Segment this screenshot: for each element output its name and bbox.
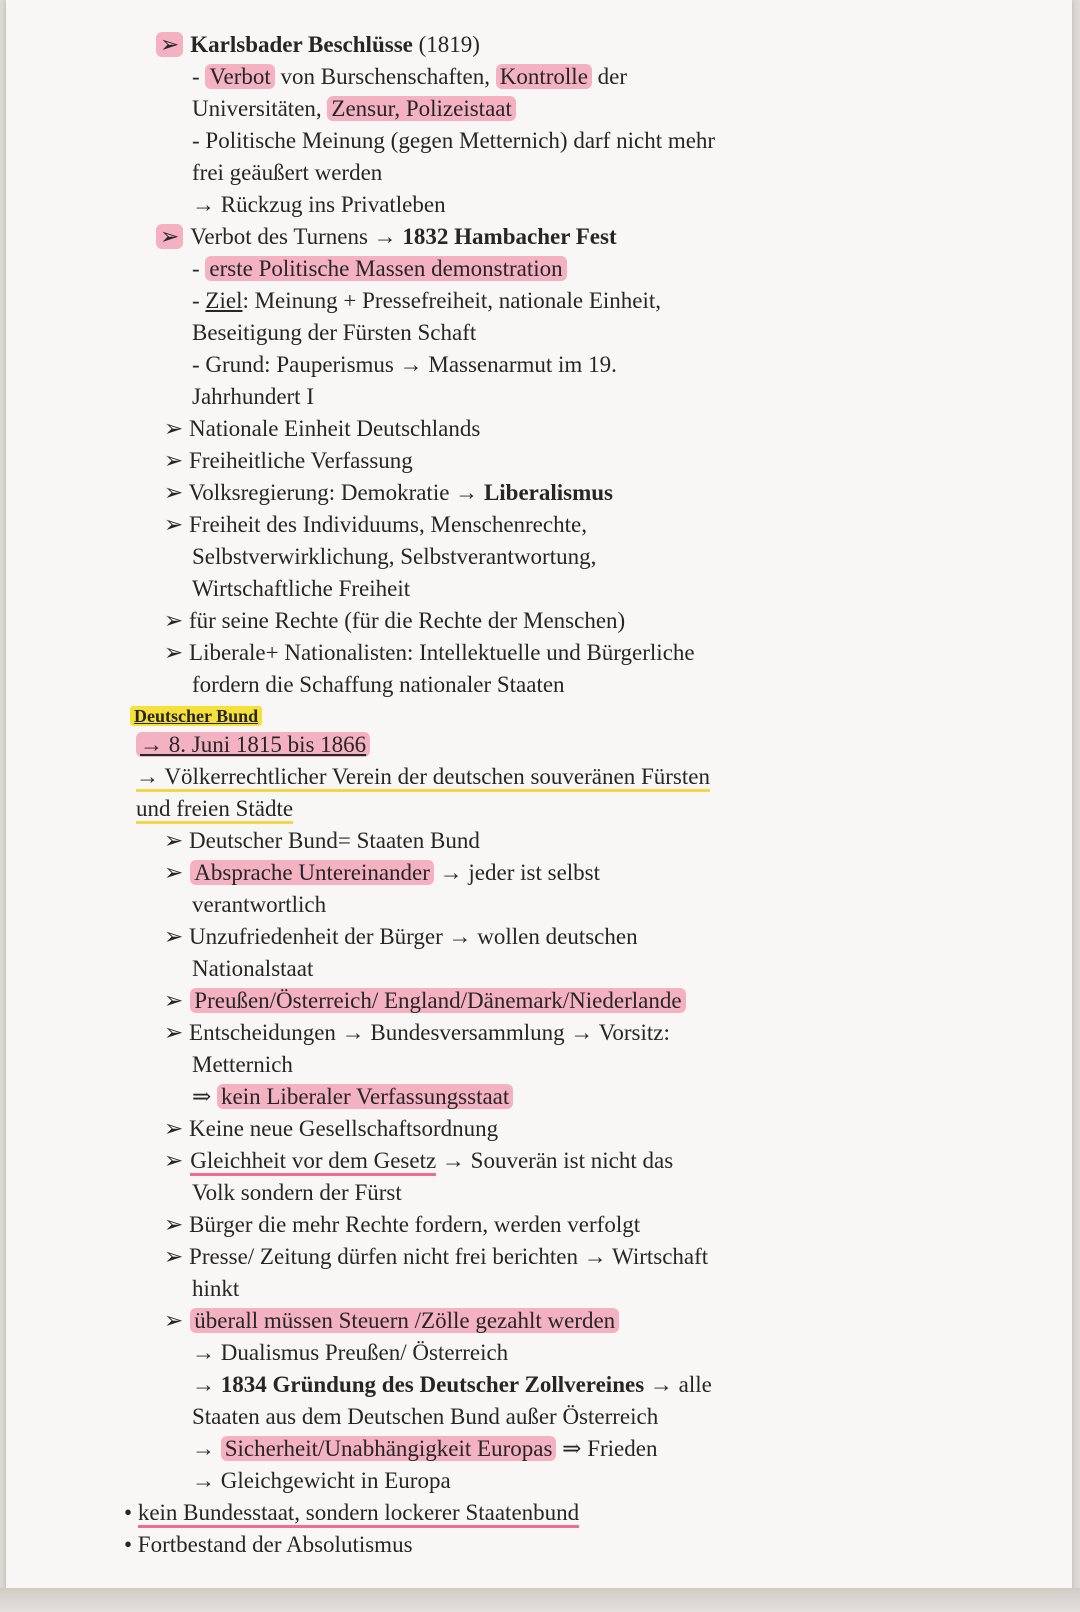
- note-line: Selbstverwirklichung, Selbstverantwortung,: [192, 544, 597, 569]
- bullet-arrow-icon: ➢: [164, 860, 184, 885]
- highlight-steuern: überall müssen Steuern /Zölle gezahlt werden: [190, 1308, 619, 1333]
- note-line: [136, 730, 370, 760]
- note-line: frei geäußert werden: [192, 160, 383, 185]
- arrow: →: [192, 1372, 221, 1397]
- highlight-verfassungsstaat: kein Liberaler Verfassungsstaat: [217, 1084, 513, 1109]
- note-line: [164, 1146, 673, 1176]
- bullet-dot: •: [124, 1500, 138, 1525]
- highlight-absprache: Absprache Untereinander: [190, 860, 434, 885]
- text: Universitäten,: [192, 96, 328, 121]
- section-heading-deutscher-bund: [130, 700, 262, 730]
- notebook-page: [6, 0, 1072, 1596]
- note-line: ➢ Nationale Einheit Deutschlands: [164, 416, 481, 441]
- text: → alle: [644, 1372, 712, 1397]
- note-line: [136, 794, 293, 824]
- dash: -: [192, 288, 206, 313]
- text: → jeder ist selbst: [433, 860, 601, 885]
- underline-verein: → Völkerrechtlicher Verein der deutschen souveränen Fürsten: [136, 764, 710, 792]
- note-line: [192, 1434, 657, 1464]
- text: : Meinung + Pressefreiheit, nationale Einheit,: [242, 288, 662, 313]
- highlight-massendemo: erste Politische Massen demonstration: [205, 256, 566, 281]
- note-line: • Fortbestand der Absolutismus: [124, 1532, 413, 1557]
- highlight-deutscher-bund: Deutscher Bund: [130, 706, 262, 726]
- note-line: ➢ Presse/ Zeitung dürfen nicht frei berichten → Wirtschaft: [164, 1244, 709, 1269]
- text: der: [591, 64, 628, 89]
- note-line: [164, 986, 686, 1016]
- underline-staatenbund: kein Bundesstaat, sondern lockerer Staatenbund: [138, 1500, 579, 1528]
- note-line: [156, 222, 617, 252]
- text: ⇒ Frieden: [556, 1436, 658, 1461]
- bullet-arrow-icon: ➢: [156, 32, 183, 57]
- highlight-zensur: Zensur, Polizeistaat: [327, 96, 515, 121]
- note-line: [192, 286, 661, 316]
- note-line: → Dualismus Preußen/ Österreich: [192, 1340, 509, 1365]
- hambacher-fest: 1832 Hambacher Fest: [402, 224, 617, 249]
- note-line: ➢ Deutscher Bund= Staaten Bund: [164, 828, 480, 853]
- liberalismus: Liberalismus: [483, 480, 614, 505]
- note-line: [136, 762, 710, 792]
- note-line: Wirtschaftliche Freiheit: [192, 576, 411, 601]
- bullet-arrow-icon: ➢: [156, 224, 183, 249]
- note-line: [192, 62, 627, 92]
- highlight-kontrolle: Kontrolle: [496, 64, 592, 89]
- note-line: ➢ Entscheidungen → Bundesversammlung → Vorsitz:: [164, 1020, 670, 1045]
- note-line: [192, 94, 516, 124]
- bullet-arrow-icon: ➢: [164, 1308, 184, 1333]
- note-line: Nationalstaat: [192, 956, 314, 981]
- note-line: ➢ Unzufriedenheit der Bürger → wollen deutschen: [164, 924, 638, 949]
- note-line: [192, 1082, 513, 1112]
- heading-text: Karlsbader Beschlüsse: [190, 32, 413, 57]
- bullet-arrow-icon: ➢: [164, 1148, 184, 1173]
- note-line: ➢ für seine Rechte (für die Rechte der Menschen): [164, 608, 626, 633]
- highlight-verbot: Verbot: [205, 64, 274, 89]
- arrow: →: [192, 1436, 221, 1461]
- underline-staedte: und freien Städte: [136, 796, 293, 824]
- bullet-arrow-icon: ➢: [164, 988, 184, 1013]
- note-line: fordern die Schaffung nationaler Staaten: [192, 672, 565, 697]
- dash: -: [192, 256, 206, 281]
- zollverein: 1834 Gründung des Deutscher Zollvereines: [220, 1372, 645, 1397]
- note-line: [164, 1306, 619, 1336]
- text: von Burschenschaften,: [274, 64, 496, 89]
- note-line: [192, 254, 567, 284]
- note-line: ➢ Keine neue Gesellschaftsordnung: [164, 1116, 499, 1141]
- page-bottom-edge: [0, 1588, 1080, 1612]
- highlight-date: → 8. Juni 1815 bis 1866: [136, 732, 370, 757]
- note-line: ➢ Freiheit des Individuums, Menschenrechte,: [164, 512, 587, 537]
- highlight-sicherheit: Sicherheit/Unabhängigkeit Europas: [221, 1436, 557, 1461]
- note-line: - Grund: Pauperismus → Massenarmut im 19.: [192, 352, 617, 377]
- heading-karlsbader: [156, 30, 480, 60]
- note-line: hinkt: [192, 1276, 240, 1301]
- ziel-label: Ziel: [205, 288, 243, 313]
- note-line: - Politische Meinung (gegen Metternich) darf nicht mehr: [192, 128, 716, 153]
- text: Verbot des Turnens →: [190, 224, 403, 249]
- note-line: Metternich: [192, 1052, 293, 1077]
- note-line: Volk sondern der Fürst: [192, 1180, 402, 1205]
- note-line: Staaten aus dem Deutschen Bund außer Österreich: [192, 1404, 659, 1429]
- heading-year: (1819): [412, 32, 480, 57]
- note-line: ➢ Bürger die mehr Rechte fordern, werden verfolgt: [164, 1212, 641, 1237]
- highlight-staaten: Preußen/Österreich/ England/Dänemark/Niederlande: [190, 988, 685, 1013]
- note-line: → Gleichgewicht in Europa: [192, 1468, 451, 1493]
- note-line: [164, 858, 600, 888]
- text: ➢ Volksregierung: Demokratie →: [164, 480, 484, 505]
- implies-icon: ⇒: [192, 1084, 218, 1109]
- dash: -: [192, 64, 206, 89]
- note-line: ➢ Freiheitliche Verfassung: [164, 448, 413, 473]
- note-line: → Rückzug ins Privatleben: [192, 192, 446, 217]
- note-line: [164, 478, 613, 508]
- underline-gleichheit: Gleichheit vor dem Gesetz: [190, 1148, 436, 1176]
- note-line: Beseitigung der Fürsten Schaft: [192, 320, 477, 345]
- note-line: Jahrhundert I: [192, 384, 314, 409]
- note-line: verantwortlich: [192, 892, 327, 917]
- note-line: ➢ Liberale+ Nationalisten: Intellektuelle und Bürgerliche: [164, 640, 695, 665]
- text: → Souverän ist nicht das: [436, 1148, 674, 1173]
- note-line: [124, 1498, 579, 1528]
- note-line: [192, 1370, 712, 1400]
